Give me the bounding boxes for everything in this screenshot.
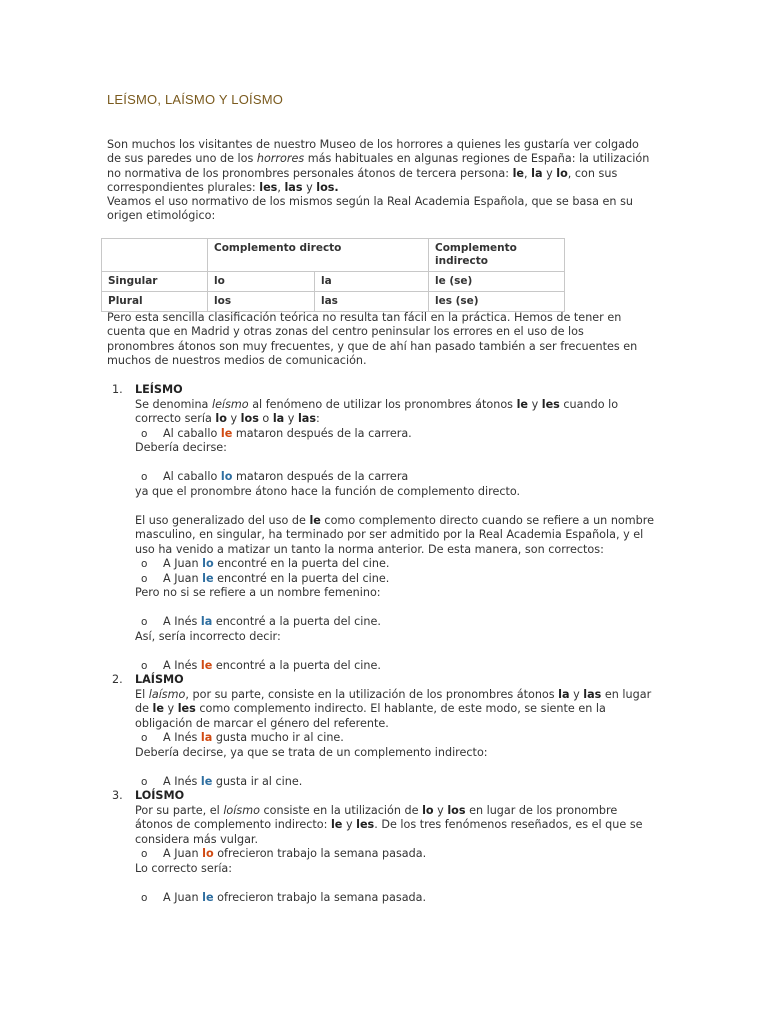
intro-paragraph-2: Veamos el uso normativo de los mismos según la Real Academia Española, que se basa en su origen etimológico: bbox=[107, 195, 633, 223]
list-item: o A Inés le encontré a la puerta del cine. bbox=[141, 658, 381, 672]
bullet-icon: o bbox=[141, 848, 148, 860]
section-heading: LOÍSMO bbox=[135, 789, 185, 802]
table-cell: las bbox=[315, 292, 429, 312]
bullet-icon: o bbox=[141, 659, 148, 672]
list-number: 2. bbox=[112, 673, 123, 686]
bullet-icon: o bbox=[141, 558, 148, 570]
intro-text bbox=[107, 138, 667, 224]
section-heading: LAÍSMO bbox=[135, 673, 184, 686]
numbered-list bbox=[107, 383, 667, 905]
list-number: 3. bbox=[112, 789, 123, 802]
page-title: LEÍSMO, LAÍSMO Y LOÍSMO bbox=[107, 92, 284, 107]
list-item: o A Juan le ofrecieron trabajo la semana pasada. bbox=[141, 890, 427, 904]
table-header-cell bbox=[102, 239, 208, 272]
section-laismo: 2. LAÍSMO El laísmo, por su parte, consiste en la utilización de los pronombres átonos la y las en lugar de le y les como complemento indirecto. El hablante, de este modo, se siente en la obligación de marcar el género del referente. o A Inés la gusta mucho ir al cine. Debería decirse, ya que se trata de un complemento indirecto: o A Inés le gusta ir al cine. bbox=[107, 673, 667, 789]
table-header-row bbox=[102, 239, 565, 272]
list-number: 1. bbox=[112, 383, 123, 396]
list-item: o A Juan lo ofrecieron trabajo la semana pasada. bbox=[141, 847, 427, 860]
bullet-icon: o bbox=[141, 732, 148, 744]
table-cell: los bbox=[208, 292, 315, 312]
table-cell: Plural bbox=[102, 292, 208, 312]
bullet-icon: o bbox=[141, 775, 148, 788]
bullet-icon: o bbox=[141, 471, 148, 483]
list-item: o A Inés la encontré a la puerta del cine. bbox=[141, 615, 381, 628]
table-header-cell: Complemento indirecto bbox=[429, 239, 565, 272]
section-heading: LEÍSMO bbox=[135, 383, 183, 396]
list-item: o A Juan lo encontré en la puerta del cine. bbox=[141, 557, 390, 570]
bullet-icon: o bbox=[141, 427, 148, 440]
section-leismo: 1. LEÍSMO Se denomina leísmo al fenómeno de utilizar los pronombres átonos le y les cuando lo correcto sería lo y los o la y las: o Al caballo le mataron después de la carrera. Debería decirse: o Al caballo lo mataron después de la carrera ya que el pronombre átono hace la función de complemento directo. El uso generalizado del uso de le como complemento directo cuando se refiere a un nombre masculino, en singular, ha terminado por ser admitido por la Real Academia Española, y el uso ha venido a matizar un tanto la norma anterior. De esta manera, son correctos: o A Juan lo encontré en la puerta del cine. o A Juan le encontré en la puerta del cine. Pero no si se refiere a un nombre femenino: o A Inés la encontré a la puerta del cine. Así, sería incorrecto decir: o A Inés le encontré a la puerta del cine. bbox=[107, 383, 667, 673]
table-cell: Singular bbox=[102, 272, 208, 292]
bullet-icon: o bbox=[141, 572, 148, 585]
table-row bbox=[102, 292, 565, 312]
pronoun-table bbox=[101, 238, 565, 312]
list-item: o A Inés le gusta ir al cine. bbox=[141, 774, 303, 788]
bullet-icon: o bbox=[141, 891, 148, 904]
after-table-paragraph: Pero esta sencilla clasificación teórica no resulta tan fácil en la práctica. Hemos de tener en cuenta que en Madrid y otras zonas del centro peninsular los errores en el uso de los pronombres átonos son muy frecuentes, y que de ahí han pasado también a ser frecuentes en muchos de nuestros medios de comunicación. bbox=[107, 311, 638, 367]
table-row bbox=[102, 272, 565, 292]
list-item: o A Juan le encontré en la puerta del cine. bbox=[141, 571, 390, 585]
table-header-cell: Complemento directo bbox=[208, 239, 429, 272]
table-cell: les (se) bbox=[429, 292, 565, 312]
table-cell: la bbox=[315, 272, 429, 292]
list-item: o A Inés la gusta mucho ir al cine. bbox=[141, 731, 344, 744]
intro-paragraph-1: Son muchos los visitantes de nuestro Museo de los horrores a quienes les gustaría ver colgado de sus paredes uno de los horrores más habituales en algunas regiones de España: la utilización no normativa de los pronombres personales átonos de tercera persona: le, la y lo, con sus correspondientes plurales: les, las y los. bbox=[107, 138, 650, 194]
list-item: o Al caballo le mataron después de la carrera. bbox=[141, 426, 412, 440]
section-loismo: 3. LOÍSMO Por su parte, el loísmo consiste en la utilización de lo y los en lugar de los pronombre átonos de complemento indirecto: le y les. De los tres fenómenos reseñados, es el que se considera más vulgar. o A Juan lo ofrecieron trabajo la semana pasada. Lo correcto sería: o A Juan le ofrecieron trabajo la semana pasada. bbox=[107, 789, 667, 905]
table-cell: le (se) bbox=[429, 272, 565, 292]
table-cell: lo bbox=[208, 272, 315, 292]
bullet-icon: o bbox=[141, 616, 148, 628]
list-item: o Al caballo lo mataron después de la carrera bbox=[141, 470, 409, 483]
